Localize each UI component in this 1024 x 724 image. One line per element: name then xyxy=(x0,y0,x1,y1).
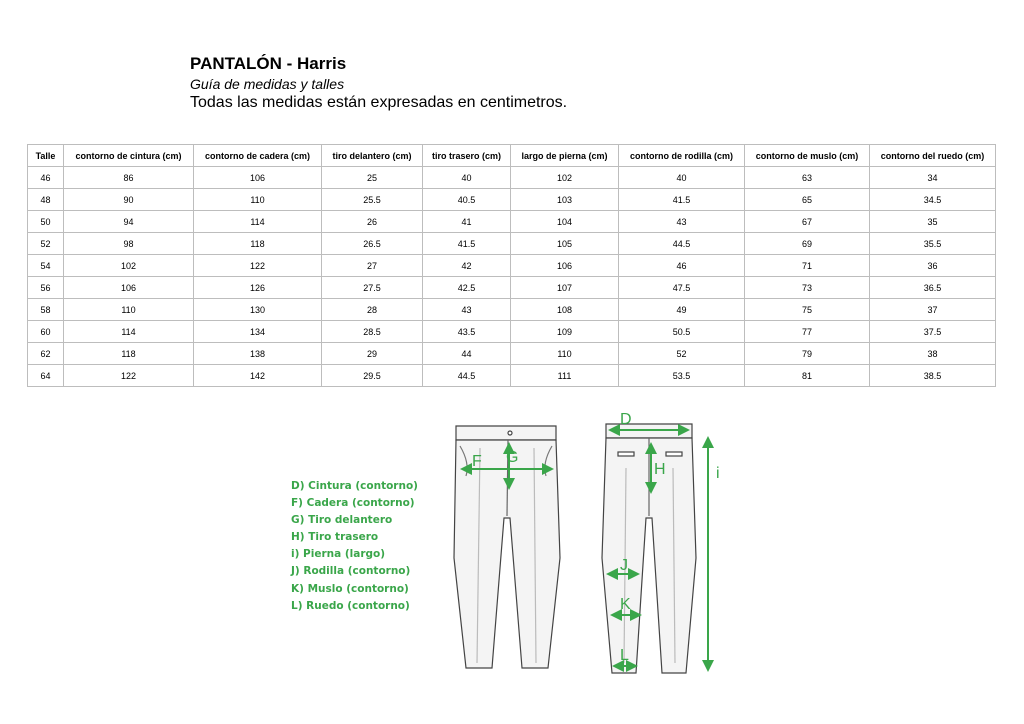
label-g: G xyxy=(506,449,519,466)
measurement-cell: 110 xyxy=(511,343,619,365)
legend-item-l: L) Ruedo (contorno) xyxy=(291,599,410,612)
legend-item-h: H) Tiro trasero xyxy=(291,531,379,544)
measurement-cell: 52 xyxy=(619,343,745,365)
measurement-cell: 69 xyxy=(745,233,870,255)
label-h: H xyxy=(654,461,666,478)
measurement-cell: 41.5 xyxy=(423,233,511,255)
label-d: D xyxy=(620,411,632,428)
table-row xyxy=(28,255,996,277)
legend-item-k: K) Muslo (contorno) xyxy=(291,582,409,595)
table-row xyxy=(28,321,996,343)
table-row xyxy=(28,233,996,255)
measurement-cell: 42.5 xyxy=(423,277,511,299)
measurement-cell: 46 xyxy=(619,255,745,277)
table-header-row xyxy=(28,145,996,167)
measurement-cell: 86 xyxy=(64,167,194,189)
measurement-cell: 27 xyxy=(322,255,423,277)
measurement-cell: 111 xyxy=(511,365,619,387)
measurement-cell: 108 xyxy=(511,299,619,321)
measurement-cell: 122 xyxy=(194,255,322,277)
measurement-cell: 27.5 xyxy=(322,277,423,299)
measurement-cell: 40.5 xyxy=(423,189,511,211)
measurement-cell: 102 xyxy=(64,255,194,277)
label-k: K xyxy=(620,596,631,613)
column-header: contorno de cintura (cm) xyxy=(64,145,194,167)
measurement-cell: 43 xyxy=(423,299,511,321)
measurement-cell: 34 xyxy=(870,167,996,189)
measurement-legend xyxy=(291,478,418,615)
measurement-cell: 36.5 xyxy=(870,277,996,299)
measurement-cell: 94 xyxy=(64,211,194,233)
measurement-cell: 104 xyxy=(511,211,619,233)
measurement-cell: 29 xyxy=(322,343,423,365)
label-l: L xyxy=(620,647,629,664)
measurement-cell: 25 xyxy=(322,167,423,189)
measurement-cell: 35 xyxy=(870,211,996,233)
measurement-cell: 34.5 xyxy=(870,189,996,211)
measurement-cell: 71 xyxy=(745,255,870,277)
measurement-cell: 53.5 xyxy=(619,365,745,387)
measurement-cell: 44.5 xyxy=(619,233,745,255)
legend-item-j: J) Rodilla (contorno) xyxy=(291,565,411,578)
measurement-cell: 106 xyxy=(194,167,322,189)
measurement-cell: 49 xyxy=(619,299,745,321)
measurement-cell: 63 xyxy=(745,167,870,189)
label-i: i xyxy=(716,465,720,482)
measurement-cell: 29.5 xyxy=(322,365,423,387)
legend-item-f: F) Cadera (contorno) xyxy=(291,497,415,510)
measurement-cell: 43.5 xyxy=(423,321,511,343)
pants-diagram xyxy=(430,408,730,683)
table-row xyxy=(28,277,996,299)
measurement-cell: 25.5 xyxy=(322,189,423,211)
measurement-cell: 41.5 xyxy=(619,189,745,211)
legend-item-i: i) Pierna (largo) xyxy=(291,548,386,561)
column-header: tiro trasero (cm) xyxy=(423,145,511,167)
measurement-cell: 77 xyxy=(745,321,870,343)
measurement-cell: 98 xyxy=(64,233,194,255)
measurement-cell: 38.5 xyxy=(870,365,996,387)
measurement-cell: 67 xyxy=(745,211,870,233)
measurement-cell: 130 xyxy=(194,299,322,321)
size-cell: 50 xyxy=(28,211,64,233)
measurement-cell: 103 xyxy=(511,189,619,211)
measurement-cell: 75 xyxy=(745,299,870,321)
measurement-cell: 28.5 xyxy=(322,321,423,343)
column-header: contorno de cadera (cm) xyxy=(194,145,322,167)
size-cell: 46 xyxy=(28,167,64,189)
measurement-cell: 110 xyxy=(64,299,194,321)
size-table xyxy=(27,144,996,387)
measurement-cell: 37.5 xyxy=(870,321,996,343)
measurement-cell: 40 xyxy=(423,167,511,189)
table-row xyxy=(28,189,996,211)
column-header: largo de pierna (cm) xyxy=(511,145,619,167)
measurement-cell: 41 xyxy=(423,211,511,233)
table-row xyxy=(28,211,996,233)
measurement-cell: 81 xyxy=(745,365,870,387)
measurement-cell: 122 xyxy=(64,365,194,387)
size-cell: 62 xyxy=(28,343,64,365)
measurement-cell: 109 xyxy=(511,321,619,343)
measurement-cell: 50.5 xyxy=(619,321,745,343)
size-cell: 60 xyxy=(28,321,64,343)
units-note: Todas las medidas están expresadas en centimetros. xyxy=(190,94,568,111)
page-title: PANTALÓN - Harris xyxy=(190,54,347,73)
column-header: Talle xyxy=(28,145,64,167)
table-row xyxy=(28,167,996,189)
label-j: J xyxy=(620,557,628,574)
measurement-cell: 26.5 xyxy=(322,233,423,255)
column-header: contorno de rodilla (cm) xyxy=(619,145,745,167)
size-cell: 52 xyxy=(28,233,64,255)
measurement-cell: 44.5 xyxy=(423,365,511,387)
measurement-cell: 102 xyxy=(511,167,619,189)
measurement-cell: 118 xyxy=(194,233,322,255)
column-header: contorno de muslo (cm) xyxy=(745,145,870,167)
measurement-cell: 105 xyxy=(511,233,619,255)
measurement-cell: 36 xyxy=(870,255,996,277)
measurement-cell: 110 xyxy=(194,189,322,211)
table-row xyxy=(28,343,996,365)
measurement-cell: 114 xyxy=(194,211,322,233)
measurement-cell: 28 xyxy=(322,299,423,321)
measurement-cell: 73 xyxy=(745,277,870,299)
measurement-cell: 42 xyxy=(423,255,511,277)
measurement-cell: 40 xyxy=(619,167,745,189)
measurement-cell: 142 xyxy=(194,365,322,387)
measurement-cell: 118 xyxy=(64,343,194,365)
size-cell: 56 xyxy=(28,277,64,299)
table-row xyxy=(28,365,996,387)
column-header: tiro delantero (cm) xyxy=(322,145,423,167)
measurement-cell: 134 xyxy=(194,321,322,343)
measurement-cell: 90 xyxy=(64,189,194,211)
label-f: F xyxy=(472,453,482,470)
measurement-cell: 138 xyxy=(194,343,322,365)
measurement-cell: 44 xyxy=(423,343,511,365)
size-cell: 54 xyxy=(28,255,64,277)
measurement-cell: 38 xyxy=(870,343,996,365)
measurement-cell: 35.5 xyxy=(870,233,996,255)
measurement-cell: 114 xyxy=(64,321,194,343)
table-body xyxy=(28,167,996,387)
measurement-cell: 126 xyxy=(194,277,322,299)
measurement-cell: 43 xyxy=(619,211,745,233)
measurement-cell: 47.5 xyxy=(619,277,745,299)
measurement-cell: 106 xyxy=(64,277,194,299)
measurement-cell: 37 xyxy=(870,299,996,321)
size-cell: 48 xyxy=(28,189,64,211)
pants-back-illustration xyxy=(602,424,696,673)
size-cell: 58 xyxy=(28,299,64,321)
measurement-cell: 26 xyxy=(322,211,423,233)
column-header: contorno del ruedo (cm) xyxy=(870,145,996,167)
page-subtitle: Guía de medidas y talles xyxy=(190,76,345,92)
legend-item-g: G) Tiro delantero xyxy=(291,514,393,527)
measurement-cell: 79 xyxy=(745,343,870,365)
table-row xyxy=(28,299,996,321)
measurement-cell: 106 xyxy=(511,255,619,277)
measurement-cell: 107 xyxy=(511,277,619,299)
measurement-cell: 65 xyxy=(745,189,870,211)
legend-item-d: D) Cintura (contorno) xyxy=(291,480,418,492)
size-cell: 64 xyxy=(28,365,64,387)
